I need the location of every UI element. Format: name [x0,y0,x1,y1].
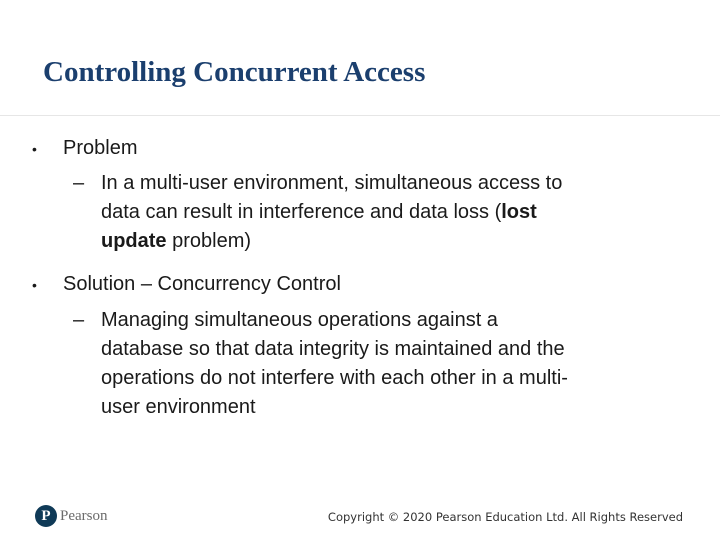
bullet-text: Solution – Concurrency Control [63,273,341,295]
sub-line: In a multi-user environment, simultaneous access to [101,172,563,194]
bullet-marker: • [32,141,37,157]
bold-term: update [101,230,167,252]
sub-line [101,198,673,227]
sub-bullet-marker: – [73,309,85,331]
sub-bullet-text [101,306,673,422]
bullet-text: Problem [63,137,138,159]
sub-bullet-marker: – [73,172,85,194]
sub-line: operations do not interfere with each other in a multi- [101,367,568,389]
bullet-marker: • [32,277,37,293]
sub-line-part: data can result in interference and data loss ( [101,201,502,223]
pearson-logo-wordmark: Pearson [60,507,108,524]
sub-bullet-text [101,169,673,256]
sub-line [101,227,673,256]
pearson-logo [35,505,108,527]
sub-line-part: problem) [166,230,252,252]
sub-line: Managing simultaneous operations against a [101,309,498,331]
sub-line: database so that data integrity is maintained and the [101,338,565,360]
sub-line: user environment [101,396,256,418]
pearson-logo-icon: P [35,505,57,527]
slide-title: Controlling Concurrent Access [43,56,426,88]
bold-term: lost [501,201,537,223]
copyright-notice: Copyright © 2020 Pearson Education Ltd. All Rights Reserved [327,510,683,524]
title-divider [0,115,720,116]
